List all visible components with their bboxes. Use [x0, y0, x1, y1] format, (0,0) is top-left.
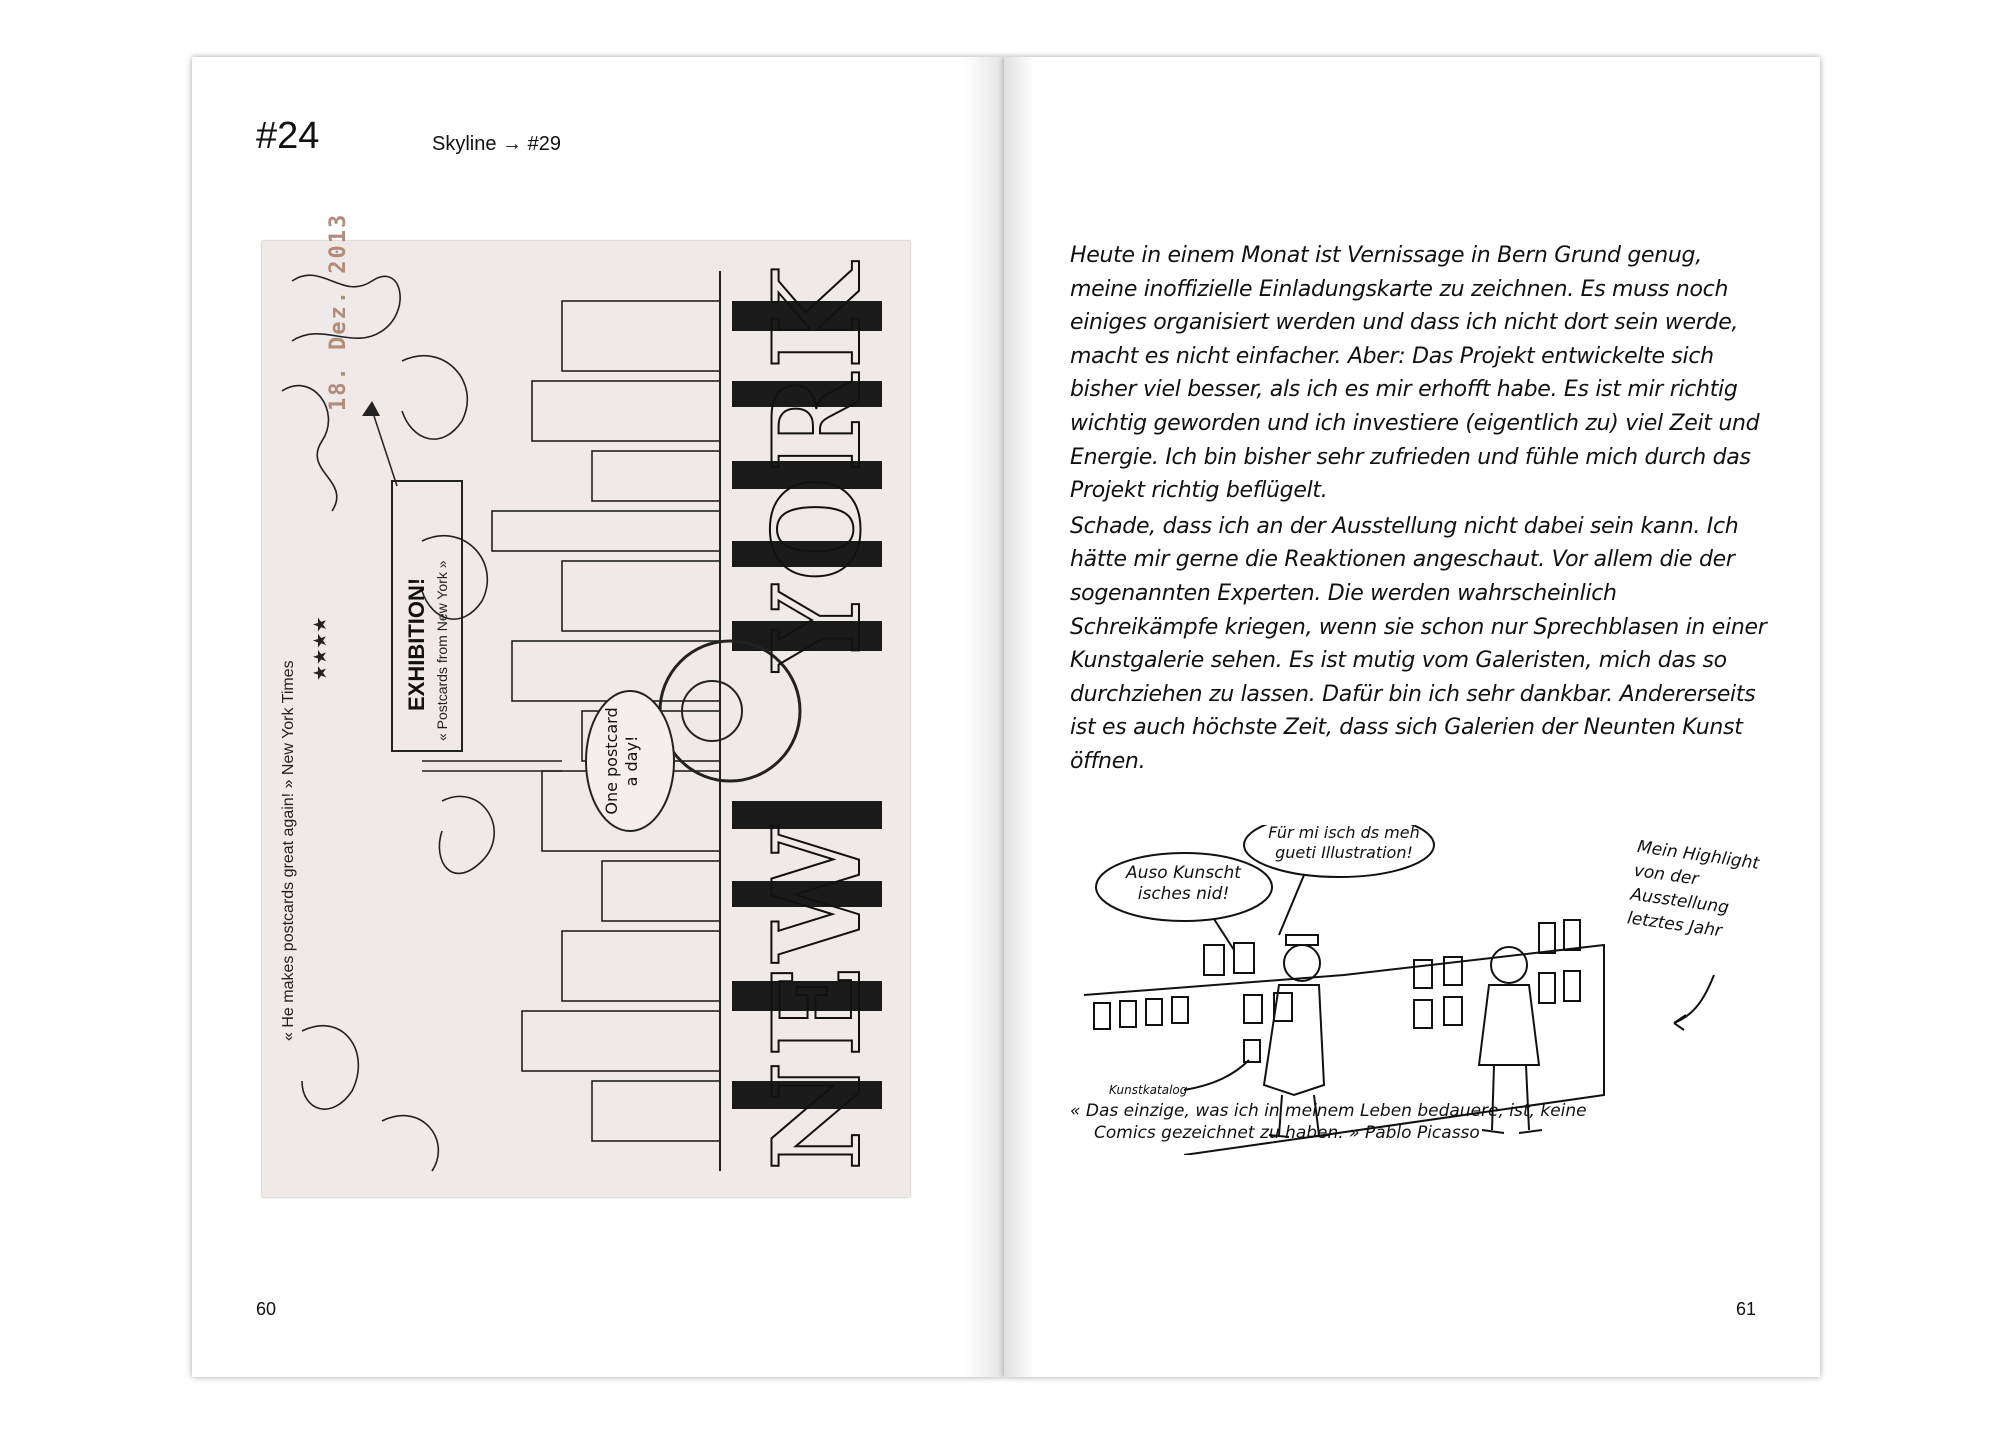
- diary-paragraph: Schade, dass ich an der Ausstellung nicht dabei sein kann. Ich hätte mir gerne die Reaktionen angeschaut. Vor allem die der sogenannten Experten. Die werden wahrscheinlich Schreikämpfe kriegen, wenn sie schon nur Sprechblasen in einer Kunstgalerie sehen. Es ist mutig vom Galeristen, mich das so durchziehen zu lassen. Dafür bin ich sehr dankbar. Andererseits ist es auch höchste Zeit, dass sich Galerien der Neunten Kunst öffnen.: [1070, 513, 1767, 774]
- cross-reference-link[interactable]: Skyline → #29: [432, 133, 561, 155]
- caption-line: Comics gezeichnet zu haben. » Pablo Picasso: [1094, 1123, 1480, 1143]
- side-note: Mein Highlight von der Ausstellung letztes Jahr: [1625, 836, 1761, 942]
- banner-title: EXHIBITION!: [404, 577, 429, 711]
- left-page: [192, 57, 1004, 1377]
- page-number-right: 61: [1736, 1299, 1757, 1319]
- catalog-label: Kunstkatalog: [1109, 1083, 1188, 1097]
- bubble-left-text: Auso Kunscht isches nid!: [1126, 863, 1241, 904]
- headline-new: NEW: [747, 823, 888, 1171]
- date-stamp: 18. Dez. 2013: [326, 212, 351, 411]
- entry-number: #24: [256, 115, 320, 157]
- speech-bubble-text: One postcard a day!: [602, 707, 641, 815]
- picasso-quote-caption: [1070, 1100, 1630, 1144]
- gutter-shadow-right: [1004, 57, 1034, 1377]
- headline-york: YORK: [747, 260, 888, 671]
- postcard-illustration: [262, 212, 910, 1197]
- banner-subtitle: « Postcards from New York »: [434, 560, 450, 741]
- postcard-quote: « He makes postcards great again! » New York Times: [280, 660, 297, 1041]
- rating-stars: ★★★★: [310, 616, 330, 681]
- diary-text: [1070, 239, 1770, 781]
- gutter-shadow-left: [964, 57, 1004, 1377]
- right-page: [1004, 57, 1820, 1377]
- plane-shape: [362, 401, 380, 416]
- page-number-left: 60: [256, 1299, 277, 1319]
- diary-paragraph: Heute in einem Monat ist Vernissage in Bern Grund genug, meine inoffizielle Einladungskarte zu zeichnen. Es muss noch einiges organisiert werden und dass ich nicht dort sein werde, macht es nicht einfacher. Aber: Das Projekt entwickelte sich bisher viel besser, als ich es mir erhofft habe. Es ist mir richtig wichtig geworden und ich investiere (eigentlich zu) viel Zeit und Energie. Ich bin bisher sehr zufrieden und fühle mich durch das Projekt richtig beflügelt.: [1070, 243, 1760, 504]
- bubble-right-text: Für mi isch ds meh gueti Illustration!: [1268, 823, 1420, 862]
- caption-line: « Das einzige, was ich in meinem Leben bedauere, ist, keine: [1070, 1101, 1587, 1121]
